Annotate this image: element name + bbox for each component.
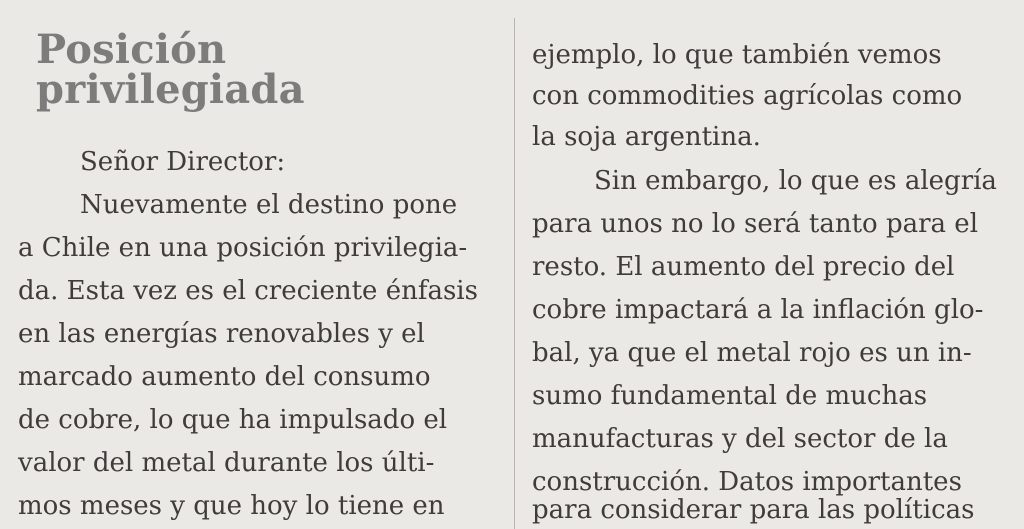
body-line: bal, ya que el metal rojo es un in- xyxy=(532,338,972,368)
body-line: con commodities agrícolas como xyxy=(532,81,963,111)
body-line: mos meses y que hoy lo tiene en xyxy=(18,491,445,521)
body-line: en las energías renovables y el xyxy=(18,319,425,349)
body-line: para considerar para las políticas xyxy=(532,495,975,525)
right-column xyxy=(532,0,1006,529)
body-line: cobre impactará a la inflación glo- xyxy=(532,295,984,325)
body-line: a Chile en una posición privilegia- xyxy=(18,233,468,263)
body-line: da. Esta vez es el creciente énfasis xyxy=(18,276,478,306)
body-line: sumo fundamental de muchas xyxy=(532,381,928,411)
body-line: marcado aumento del consumo xyxy=(18,362,431,392)
body-line: Nuevamente el destino pone xyxy=(80,190,458,220)
body-line: para unos no lo será tanto para el xyxy=(532,209,979,239)
body-line: construcción. Datos importantes xyxy=(532,467,962,497)
body-line: valor del metal durante los últi- xyxy=(18,448,435,478)
body-line: de cobre, lo que ha impulsado el xyxy=(18,405,448,435)
column-divider xyxy=(514,18,515,529)
title-line-2: privilegiada xyxy=(36,66,305,113)
left-column xyxy=(18,0,496,529)
salutation: Señor Director: xyxy=(80,147,286,177)
title-line-1: Posición xyxy=(36,26,227,73)
body-line: la soja argentina. xyxy=(532,122,761,152)
body-line: resto. El aumento del precio del xyxy=(532,252,955,282)
body-line: ejemplo, lo que también vemos xyxy=(532,40,942,70)
body-line: manufacturas y del sector de la xyxy=(532,424,948,454)
body-line: Sin embargo, lo que es alegría xyxy=(594,166,997,196)
letter-title xyxy=(36,26,305,113)
